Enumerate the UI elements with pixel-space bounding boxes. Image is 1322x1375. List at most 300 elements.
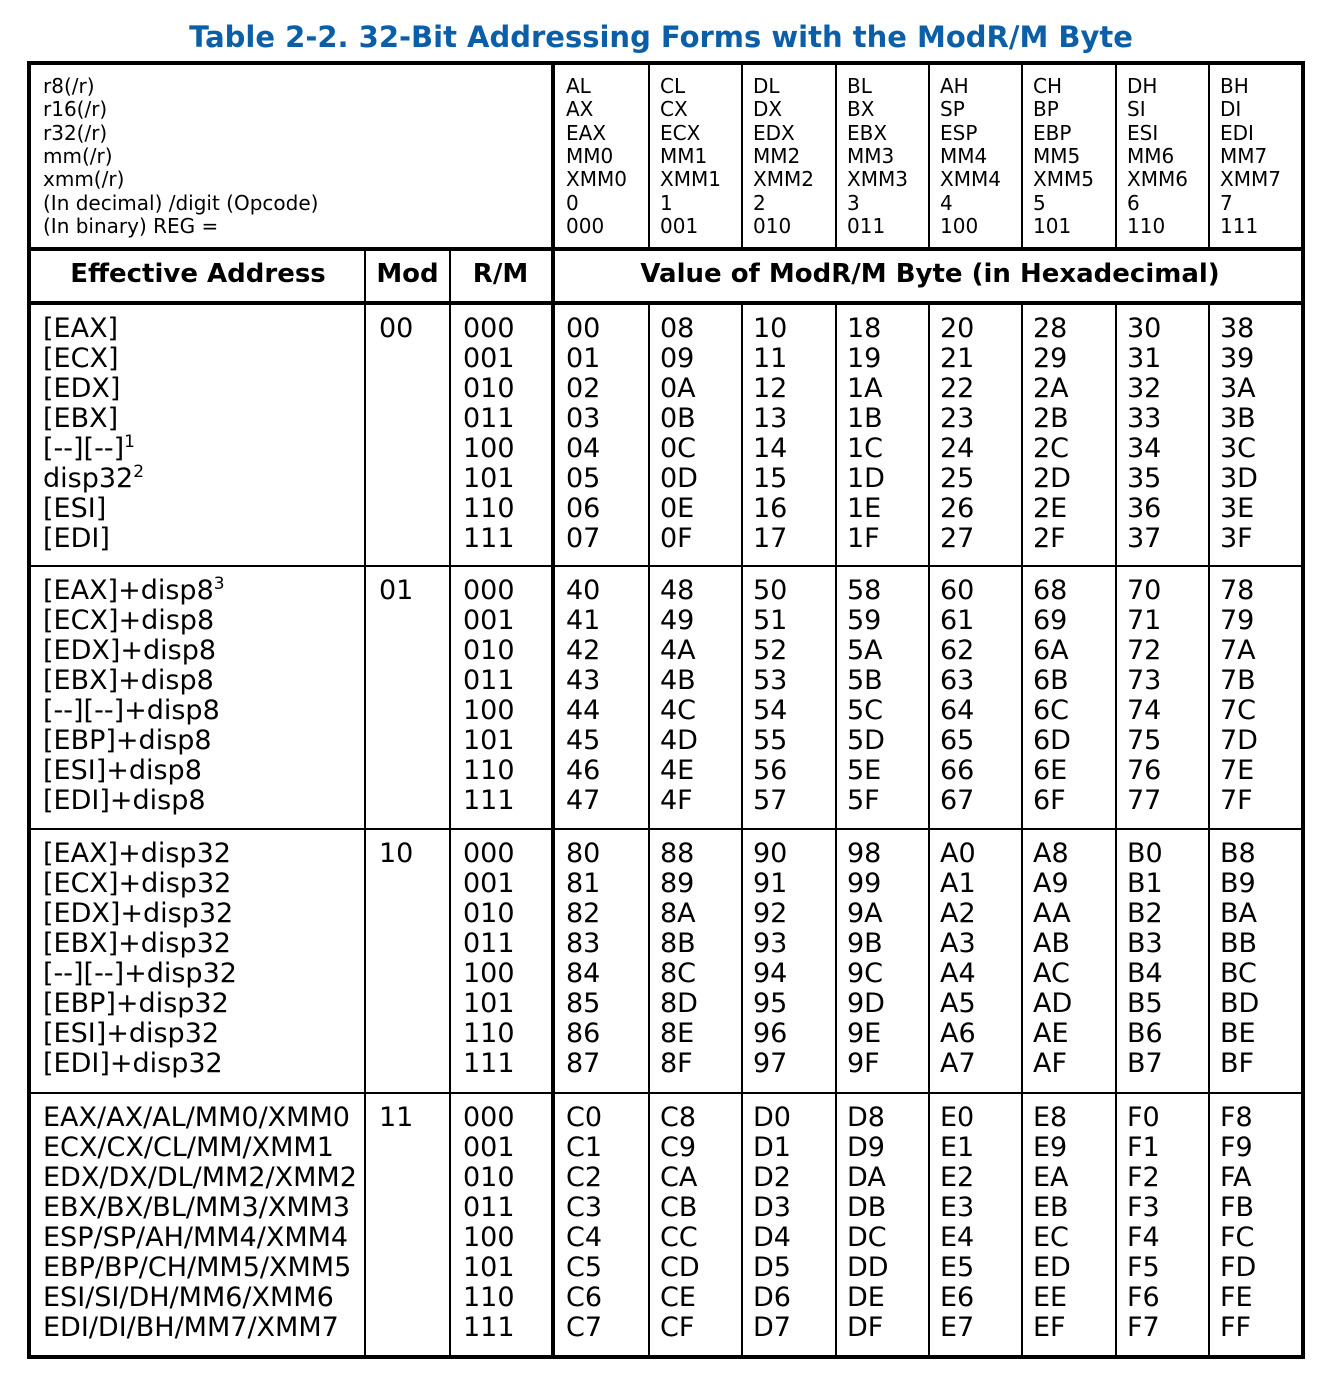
modrm-hex-value: E1 (940, 1132, 975, 1163)
reg-column-entry: AX (566, 97, 594, 122)
effective-address: [ESI]+disp32 (43, 1018, 220, 1049)
modrm-hex-value: 56 (753, 755, 788, 786)
reg-label-row: r8(/r) (43, 74, 95, 98)
modrm-hex-value: 93 (753, 928, 788, 959)
modrm-hex-value: 47 (566, 785, 601, 816)
effective-address: [EBX]+disp32 (43, 928, 231, 959)
modrm-hex-value: E0 (940, 1102, 975, 1133)
rm-value: 001 (463, 1132, 515, 1163)
modrm-hex-value: AF (1033, 1048, 1068, 1079)
modrm-hex-value: 69 (1033, 605, 1068, 636)
modrm-hex-value: F4 (1127, 1222, 1160, 1253)
modrm-hex-value: FC (1220, 1222, 1255, 1253)
effective-address: $[EAX]+disp8^3$ (43, 574, 225, 606)
modrm-hex-value: 5E (847, 755, 882, 786)
modrm-hex-value: 9D (847, 988, 885, 1019)
modrm-hex-value: E6 (940, 1282, 975, 1313)
modrm-hex-value: B2 (1127, 898, 1163, 929)
rm-value: 011 (463, 928, 515, 959)
modrm-hex-value: 64 (940, 695, 975, 726)
modrm-hex-value: BF (1220, 1048, 1255, 1079)
modrm-hex-value: 04 (566, 433, 601, 464)
modrm-hex-value: D1 (753, 1132, 791, 1163)
modrm-hex-value: 26 (940, 493, 975, 524)
reg-column-entry: ESP (940, 120, 978, 145)
modrm-hex-value: 66 (940, 755, 975, 786)
rm-value: 010 (463, 898, 515, 929)
modrm-hex-value: 51 (753, 605, 788, 636)
effective-address: EDI/DI/BH/MM7/XMM7 (43, 1312, 339, 1343)
reg-column-entry: 010 (753, 213, 792, 238)
reg-column-entry: XMM0 (566, 167, 627, 192)
modrm-hex-value: 2D (1033, 463, 1071, 494)
modrm-hex-value: 4A (660, 635, 696, 666)
rm-value: 001 (463, 868, 515, 899)
modrm-hex-value: BE (1220, 1018, 1256, 1049)
modrm-hex-value: 7F (1220, 785, 1253, 816)
modrm-hex-value: CC (660, 1222, 698, 1253)
reg-column-entry: 4 (940, 190, 953, 215)
reg-column-entry: 6 (1127, 190, 1140, 215)
modrm-hex-value: B1 (1127, 868, 1163, 899)
modrm-hex-value: B7 (1127, 1048, 1163, 1079)
modrm-hex-value: 86 (566, 1018, 601, 1049)
rm-value: 000 (463, 1102, 515, 1133)
modrm-hex-value: 08 (660, 313, 695, 344)
modrm-hex-value: AC (1033, 958, 1070, 989)
effective-address: EBP/BP/CH/MM5/XMM5 (43, 1252, 352, 1283)
reg-column-entry: AL (566, 74, 591, 98)
modrm-hex-value: 76 (1127, 755, 1162, 786)
modrm-hex-value: 7D (1220, 725, 1258, 756)
value-col-divider-7 (1208, 303, 1210, 1359)
value-col-divider-5 (1021, 303, 1023, 1359)
reg-column-entry: 0 (566, 190, 579, 215)
modrm-hex-value: 0F (660, 523, 693, 554)
reg-column-entry: MM2 (753, 143, 801, 168)
modrm-hex-value: E4 (940, 1222, 975, 1253)
effective-address: [EDX]+disp8 (43, 635, 217, 666)
modrm-hex-value: 91 (753, 868, 788, 899)
reg-column-entry: MM7 (1220, 143, 1268, 168)
reg-column-entry: EDI (1220, 120, 1254, 145)
modrm-hex-value: EB (1033, 1192, 1069, 1223)
modrm-hex-value: 83 (566, 928, 601, 959)
modrm-hex-value: F6 (1127, 1282, 1160, 1313)
modrm-hex-value: 6F (1033, 785, 1066, 816)
modrm-hex-value: DB (847, 1192, 887, 1223)
modrm-hex-value: 2F (1033, 523, 1066, 554)
modrm-hex-value: 5D (847, 725, 885, 756)
modrm-hex-value: 4E (660, 755, 695, 786)
modrm-hex-value: CF (660, 1312, 695, 1343)
reg-column-entry: MM5 (1033, 143, 1081, 168)
rm-value: 000 (463, 313, 515, 344)
modrm-hex-value: 5F (847, 785, 880, 816)
value-col-divider-4 (928, 303, 930, 1359)
value-col-divider-1 (648, 303, 650, 1359)
reg-col-divider-1 (648, 61, 650, 249)
reg-column-entry: MM0 (566, 143, 614, 168)
modrm-hex-value: 5B (847, 665, 883, 696)
reg-column-entry: BL (847, 74, 872, 98)
modrm-hex-value: 35 (1127, 463, 1162, 494)
effective-address: [EDI]+disp8 (43, 785, 206, 816)
modrm-hex-value: 81 (566, 868, 601, 899)
reg-column-entry: 111 (1220, 213, 1259, 238)
rm-value: 000 (463, 838, 515, 869)
modrm-hex-value: BA (1220, 898, 1257, 929)
modrm-hex-value: 88 (660, 838, 695, 869)
modrm-hex-value: 7B (1220, 665, 1256, 696)
modrm-hex-value: 48 (660, 575, 695, 606)
modrm-hex-value: C9 (660, 1132, 697, 1163)
effective-address: [ECX]+disp8 (43, 605, 215, 636)
modrm-hex-value: 32 (1127, 373, 1162, 404)
rm-value: 011 (463, 1192, 515, 1223)
modrm-hex-value: D3 (753, 1192, 791, 1223)
modrm-hex-value: 53 (753, 665, 788, 696)
modrm-hex-value: 63 (940, 665, 975, 696)
reg-col-divider-5 (1021, 61, 1023, 249)
modrm-hex-value: F9 (1220, 1132, 1253, 1163)
modrm-hex-value: 0D (660, 463, 698, 494)
modrm-hex-value: FF (1220, 1312, 1252, 1343)
effective-address: [EDI] (43, 523, 110, 554)
modrm-hex-value: 3B (1220, 403, 1256, 434)
rm-value: 110 (463, 755, 515, 786)
rm-value: 101 (463, 1252, 515, 1283)
modrm-hex-value: E3 (940, 1192, 975, 1223)
modrm-hex-value: 57 (753, 785, 788, 816)
modrm-hex-value: 29 (1033, 343, 1068, 374)
effective-address: [ESI]+disp8 (43, 755, 202, 786)
rm-value: 100 (463, 958, 515, 989)
footnote-marker: 2 (133, 462, 145, 482)
modrm-hex-value: 07 (566, 523, 601, 554)
modrm-hex-value: 54 (753, 695, 788, 726)
modrm-hex-value: D5 (753, 1252, 791, 1283)
modrm-hex-value: 20 (940, 313, 975, 344)
modrm-hex-value: 28 (1033, 313, 1068, 344)
rm-value: 010 (463, 373, 515, 404)
modrm-hex-value: 7E (1220, 755, 1255, 786)
modrm-hex-value: AD (1033, 988, 1073, 1019)
rm-value: 101 (463, 463, 515, 494)
modrm-hex-value: 9C (847, 958, 884, 989)
modrm-hex-value: 74 (1127, 695, 1162, 726)
modrm-hex-value: 9A (847, 898, 883, 929)
modrm-hex-value: EF (1033, 1312, 1066, 1343)
modrm-hex-value: 11 (753, 343, 788, 374)
modrm-hex-value: C5 (566, 1252, 603, 1283)
modrm-hex-value: DE (847, 1282, 885, 1313)
reg-column-entry: 101 (1033, 213, 1072, 238)
modrm-hex-value: 3E (1220, 493, 1255, 524)
modrm-hex-value: 75 (1127, 725, 1162, 756)
rm-value: 100 (463, 433, 515, 464)
modrm-hex-value: 46 (566, 755, 601, 786)
modrm-hex-value: 55 (753, 725, 788, 756)
modrm-hex-value: DF (847, 1312, 884, 1343)
reg-column-entry: EBP (1033, 120, 1072, 145)
modrm-hex-value: D2 (753, 1162, 791, 1193)
modrm-hex-value: DC (847, 1222, 887, 1253)
rm-value: 000 (463, 575, 515, 606)
modrm-hex-value: 03 (566, 403, 601, 434)
rm-value: 111 (463, 785, 515, 816)
effective-address: ESP/SP/AH/MM4/XMM4 (43, 1222, 349, 1253)
reg-col-divider-6 (1115, 61, 1117, 249)
modrm-hex-value: 60 (940, 575, 975, 606)
modrm-hex-value: 5A (847, 635, 883, 666)
modrm-hex-value: 8D (660, 988, 698, 1019)
modrm-hex-value: 7C (1220, 695, 1257, 726)
reg-column-entry: 001 (660, 213, 699, 238)
modrm-hex-value: 0E (660, 493, 695, 524)
reg-column-entry: EBX (847, 120, 888, 145)
modrm-hex-value: 1E (847, 493, 882, 524)
header-effective-address: Effective Address (70, 259, 326, 289)
table-title: Table 2-2. 32-Bit Addressing Forms with the ModR/M Byte (189, 20, 1133, 54)
modrm-hex-value: 21 (940, 343, 975, 374)
modrm-hex-value: 67 (940, 785, 975, 816)
effective-address: [EDI]+disp32 (43, 1048, 223, 1079)
rm-value: 100 (463, 695, 515, 726)
modrm-hex-value: 78 (1220, 575, 1255, 606)
reg-column-entry: SP (940, 97, 965, 122)
modrm-hex-value: 80 (566, 838, 601, 869)
modrm-hex-value: 9E (847, 1018, 882, 1049)
modrm-hex-value: 2B (1033, 403, 1069, 434)
modrm-hex-value: D6 (753, 1282, 791, 1313)
modrm-hex-value: 41 (566, 605, 601, 636)
reg-label-row: mm(/r) (43, 143, 113, 168)
rm-value: 111 (463, 1312, 515, 1343)
modrm-hex-value: 45 (566, 725, 601, 756)
reg-column-entry: MM6 (1127, 143, 1175, 168)
modrm-hex-value: 94 (753, 958, 788, 989)
modrm-hex-value: 30 (1127, 313, 1162, 344)
rm-value: 110 (463, 1018, 515, 1049)
header-rule (27, 247, 1305, 251)
modrm-hex-value: B3 (1127, 928, 1163, 959)
modrm-hex-value: B8 (1220, 838, 1256, 869)
modrm-hex-value: BB (1220, 928, 1258, 959)
modrm-hex-value: AA (1033, 898, 1071, 929)
modrm-hex-value: 6C (1033, 695, 1070, 726)
reg-col-divider-3 (835, 61, 837, 249)
modrm-hex-value: 6D (1033, 725, 1071, 756)
reg-column-entry: 011 (847, 213, 886, 238)
modrm-hex-value: 00 (566, 313, 601, 344)
mod-value: 00 (379, 313, 414, 344)
modrm-hex-value: E7 (940, 1312, 975, 1343)
value-col-divider-3 (835, 303, 837, 1359)
reg-column-entry: XMM7 (1220, 167, 1281, 192)
modrm-hex-value: CB (660, 1192, 698, 1223)
modrm-hex-value: 4F (660, 785, 693, 816)
modrm-hex-value: 24 (940, 433, 975, 464)
modrm-hex-value: 6B (1033, 665, 1069, 696)
reg-column-entry: CL (660, 74, 686, 98)
modrm-hex-value: 1C (847, 433, 884, 464)
reg-column-entry: BP (1033, 97, 1059, 122)
modrm-hex-value: 92 (753, 898, 788, 929)
reg-label-row: xmm(/r) (43, 167, 125, 192)
reg-col-divider-7 (1208, 61, 1210, 249)
modrm-hex-value: 44 (566, 695, 601, 726)
modrm-hex-value: BC (1220, 958, 1257, 989)
group-rule-0 (27, 565, 1305, 567)
modrm-hex-value: C6 (566, 1282, 603, 1313)
modrm-hex-value: B6 (1127, 1018, 1163, 1049)
modrm-hex-value: A4 (940, 958, 976, 989)
modrm-hex-value: A7 (940, 1048, 976, 1079)
modrm-hex-value: A6 (940, 1018, 976, 1049)
rm-value: 101 (463, 988, 515, 1019)
modrm-hex-value: BD (1220, 988, 1260, 1019)
reg-column-entry: 7 (1220, 190, 1233, 215)
modrm-hex-value: 18 (847, 313, 882, 344)
modrm-hex-value: 37 (1127, 523, 1162, 554)
modrm-hex-value: 6A (1033, 635, 1069, 666)
reg-label-row: r16(/r) (43, 97, 108, 122)
modrm-hex-value: 1A (847, 373, 883, 404)
modrm-hex-value: F3 (1127, 1192, 1160, 1223)
reg-column-entry: CX (660, 97, 688, 122)
modrm-hex-value: 58 (847, 575, 882, 606)
modrm-hex-value: E2 (940, 1162, 975, 1193)
modrm-hex-value: C1 (566, 1132, 603, 1163)
reg-label-row: (In binary) REG = (43, 213, 219, 238)
modrm-hex-value: 5C (847, 695, 884, 726)
modrm-hex-value: 25 (940, 463, 975, 494)
rm-value: 111 (463, 523, 515, 554)
effective-address: [EBX]+disp8 (43, 665, 214, 696)
modrm-hex-value: 38 (1220, 313, 1255, 344)
modrm-hex-value: 39 (1220, 343, 1255, 374)
reg-column-entry: XMM4 (940, 167, 1001, 192)
reg-col-divider-4 (928, 61, 930, 249)
modrm-hex-value: 61 (940, 605, 975, 636)
reg-column-entry: 100 (940, 213, 979, 238)
modrm-hex-value: D7 (753, 1312, 791, 1343)
modrm-hex-value: E9 (1033, 1132, 1068, 1163)
effective-address: $[--][--]^1$ (43, 432, 135, 464)
modrm-hex-value: B9 (1220, 868, 1256, 899)
modrm-hex-value: 7A (1220, 635, 1256, 666)
modrm-hex-value: 42 (566, 635, 601, 666)
modrm-hex-value: F2 (1127, 1162, 1160, 1193)
rm-value: 110 (463, 1282, 515, 1313)
header-rule-bottom (27, 301, 1305, 305)
reg-column-entry: ECX (660, 120, 701, 145)
modrm-hex-value: FB (1220, 1192, 1255, 1223)
modrm-hex-value: 82 (566, 898, 601, 929)
rm-divider (449, 249, 451, 1359)
modrm-hex-value: 73 (1127, 665, 1162, 696)
modrm-hex-value: F8 (1220, 1102, 1253, 1133)
modrm-hex-value: 43 (566, 665, 601, 696)
modrm-hex-value: 77 (1127, 785, 1162, 816)
modrm-hex-value: 71 (1127, 605, 1162, 636)
rm-value: 100 (463, 1222, 515, 1253)
modrm-hex-value: D4 (753, 1222, 791, 1253)
header-rm: R/M (472, 259, 529, 289)
effective-address: [EAX]+disp32 (43, 838, 231, 869)
modrm-hex-value: D0 (753, 1102, 791, 1133)
modrm-hex-value: C7 (566, 1312, 603, 1343)
reg-column-entry: ESI (1127, 120, 1159, 145)
modrm-hex-value: 8C (660, 958, 697, 989)
modrm-hex-value: F1 (1127, 1132, 1160, 1163)
modrm-hex-value: CD (660, 1252, 700, 1283)
modrm-hex-value: 72 (1127, 635, 1162, 666)
modrm-hex-value: 0A (660, 373, 696, 404)
modrm-hex-value: 36 (1127, 493, 1162, 524)
reg-column-entry: 3 (847, 190, 860, 215)
modrm-hex-value: F0 (1127, 1102, 1160, 1133)
reg-column-entry: 2 (753, 190, 766, 215)
value-col-divider-2 (741, 303, 743, 1359)
modrm-hex-value: 09 (660, 343, 695, 374)
modrm-hex-value: C0 (566, 1102, 603, 1133)
effective-address: EAX/AX/AL/MM0/XMM0 (43, 1102, 350, 1133)
modrm-hex-value: 34 (1127, 433, 1162, 464)
modrm-hex-value: FE (1220, 1282, 1253, 1313)
effective-address: [ECX] (43, 343, 119, 374)
modrm-hex-value: B0 (1127, 838, 1163, 869)
modrm-hex-value: 0C (660, 433, 697, 464)
modrm-hex-value: 13 (753, 403, 788, 434)
modrm-hex-value: A3 (940, 928, 976, 959)
rm-value: 010 (463, 635, 515, 666)
modrm-hex-value: DD (847, 1252, 889, 1283)
reg-column-entry: 5 (1033, 190, 1046, 215)
modrm-hex-value: 17 (753, 523, 788, 554)
reg-column-entry: DX (753, 97, 783, 122)
modrm-hex-value: 2C (1033, 433, 1070, 464)
reg-column-entry: XMM2 (753, 167, 814, 192)
modrm-hex-value: 50 (753, 575, 788, 606)
modrm-hex-value: 06 (566, 493, 601, 524)
modrm-hex-value: 27 (940, 523, 975, 554)
reg-column-entry: XMM1 (660, 167, 721, 192)
modrm-hex-value: 96 (753, 1018, 788, 1049)
modrm-hex-value: 98 (847, 838, 882, 869)
effective-address: EBX/BX/BL/MM3/XMM3 (43, 1192, 351, 1223)
modrm-hex-value: 8A (660, 898, 696, 929)
modrm-hex-value: 8E (660, 1018, 695, 1049)
rm-value: 110 (463, 493, 515, 524)
modrm-hex-value: 4B (660, 665, 696, 696)
modrm-hex-value: D8 (847, 1102, 885, 1133)
modrm-hex-value: 68 (1033, 575, 1068, 606)
effective-address: [EBX] (43, 403, 119, 434)
mod-divider (364, 249, 366, 1359)
modrm-hex-value: CA (660, 1162, 698, 1193)
effective-address: EDX/DX/DL/MM2/XMM2 (43, 1162, 357, 1193)
modrm-hex-value: 19 (847, 343, 882, 374)
group-rule-1 (27, 828, 1305, 830)
reg-column-entry: SI (1127, 97, 1146, 122)
modrm-hex-value: 87 (566, 1048, 601, 1079)
modrm-hex-value: 40 (566, 575, 601, 606)
reg-column-entry: DL (753, 74, 780, 98)
modrm-hex-value: 99 (847, 868, 882, 899)
reg-column-entry: 000 (566, 213, 605, 238)
